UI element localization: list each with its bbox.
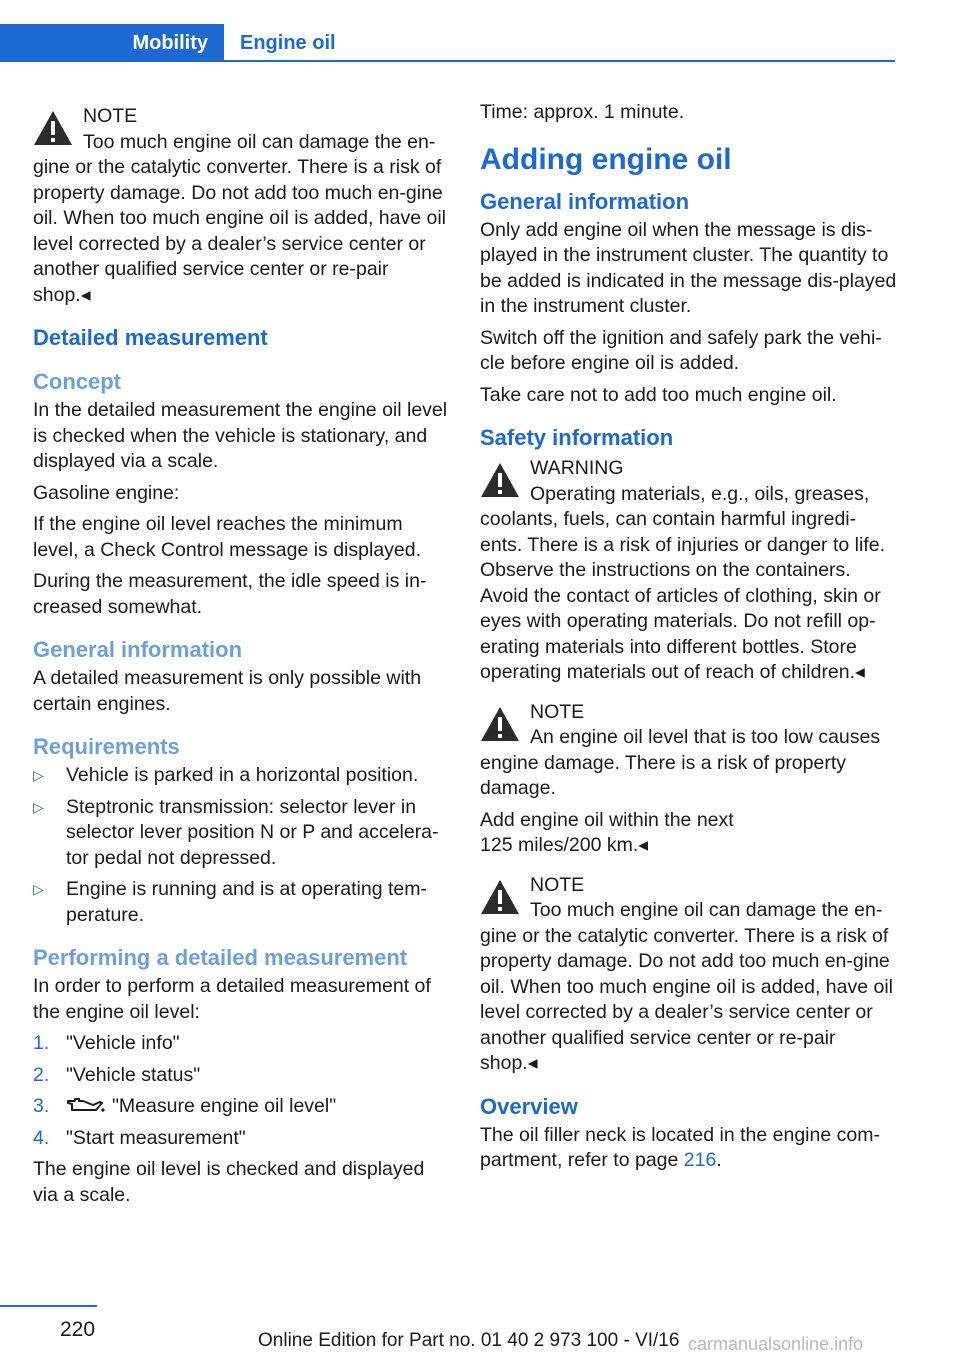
add-within-paragraph: Add engine oil within the next 125 miles/200 km.◂ <box>480 808 734 856</box>
message-paragraph: Only add engine oil when the message is dis-played in the instrument cluster. The quantity to be added is indicated in the message dis-played in the instrument cluster. <box>480 218 897 317</box>
detailed-measurement-heading: Detailed measurement <box>33 325 268 350</box>
take-care-paragraph: Take care not to add too much engine oil. <box>480 383 837 406</box>
requirements-heading: Requirements <box>33 734 180 759</box>
bullet-triangle-icon: ▷ <box>33 881 44 897</box>
warning-triangle-icon <box>480 879 520 915</box>
section-tab-engine-oil[interactable]: Engine oil <box>240 32 336 54</box>
bullet-triangle-icon: ▷ <box>33 767 44 783</box>
performing-measurement-heading: Performing a detailed measurement <box>33 945 408 970</box>
overview-paragraph: The oil filler neck is located in the engine com-partment, refer to page 216. <box>480 1123 880 1171</box>
footer-divider <box>0 1305 97 1307</box>
page-reference-link[interactable]: 216 <box>683 1149 717 1171</box>
list-item: ▷ Vehicle is parked in a horizontal position. <box>33 764 419 786</box>
scale-paragraph: The engine oil level is checked and displayed via a scale. <box>33 1158 425 1206</box>
note-text: gine or the catalytic converter. There is a risk of property damage. Do not add too much en-gine oil. When too much engine oil is added, have oil level corrected by a dealer’s service center or another qualified service center or re-pair shop.◂ <box>33 156 447 306</box>
list-item: 1. "Vehicle info" <box>33 1032 180 1054</box>
note-text-line1: An engine oil level that is too low causes <box>530 726 881 748</box>
warning-triangle-icon <box>33 110 73 146</box>
list-item: ▷ Steptronic transmission: selector lever in selector lever position N or P and accelera-tor pedal not depressed. <box>33 795 439 869</box>
safety-information-heading: Safety information <box>480 425 674 450</box>
note-label: NOTE <box>530 873 585 896</box>
note-text: gine or the catalytic converter. There is a risk of property damage. Do not add too much en-gine oil. When too much engine oil is added, have oil level corrected by a dealer’s service center or another qualified service center or re-pair shop.◂ <box>480 924 894 1074</box>
list-item: 3. "Measure engine oil level" <box>33 1095 337 1117</box>
note-text-line1: Too much engine oil can damage the en- <box>83 130 436 153</box>
idle-speed-paragraph: During the measurement, the idle speed is in-creased somewhat. <box>33 570 427 618</box>
right-column <box>480 100 898 1180</box>
page-number: 220 <box>60 1318 96 1341</box>
concept-heading: Concept <box>33 369 121 394</box>
check-control-paragraph: If the engine oil level reaches the minimum level, a Check Control message is displayed. <box>33 513 422 561</box>
general-information-heading: General information <box>33 637 243 662</box>
requirements-list <box>33 763 449 928</box>
note-text: engine damage. There is a risk of property damage. <box>480 751 847 799</box>
warning-box <box>480 456 898 686</box>
note-box <box>480 873 898 1077</box>
warning-triangle-icon <box>480 706 520 742</box>
left-column <box>33 100 449 1214</box>
general-information-paragraph: A detailed measurement is only possible with certain engines. <box>33 667 422 715</box>
overview-heading: Overview <box>480 1093 578 1119</box>
warning-triangle-icon <box>480 462 520 498</box>
measurement-steps-list <box>33 1031 449 1151</box>
warning-text: coolants, fuels, can contain harmful ingredi-ents. There is a risk of injuries or danger to life. Observe the instructions on the containers. Avoid the contact of articles of clothing, skin or eyes with operating materials. Do not refill op-erating materials into different bottles. Store operating materials out of reach of children.◂ <box>480 508 885 683</box>
ignition-paragraph: Switch off the ignition and safely park the vehi-cle before engine oil is added. <box>480 326 882 374</box>
list-item: 2. "Vehicle status" <box>33 1063 201 1086</box>
note-label: NOTE <box>83 105 138 127</box>
performing-intro-paragraph: In order to perform a detailed measurement of the engine oil level: <box>33 975 431 1023</box>
warning-label: WARNING <box>530 457 624 479</box>
note-label: NOTE <box>530 700 585 723</box>
warning-text-line1: Operating materials, e.g., oils, greases, <box>530 482 870 505</box>
oil-can-icon <box>66 1095 106 1115</box>
list-item: ▷ Engine is running and is at operating tem-perature. <box>33 878 427 926</box>
section-tab-mobility[interactable]: Mobility <box>0 24 224 62</box>
note-box <box>480 700 898 802</box>
note-box <box>33 104 449 308</box>
watermark: carmanualsonline.info <box>688 1334 864 1354</box>
note-text-line1: Too much engine oil can damage the en- <box>530 899 883 921</box>
bullet-triangle-icon: ▷ <box>33 798 44 815</box>
page-header <box>0 24 895 62</box>
general-information-heading: General information <box>480 188 690 214</box>
list-item: 4. "Start measurement" <box>33 1126 246 1149</box>
time-paragraph: Time: approx. 1 minute. <box>480 101 685 123</box>
edition-text: Online Edition for Part no. 01 40 2 973 100 - VI/16 <box>258 1330 680 1351</box>
concept-paragraph: In the detailed measurement the engine oil level is checked when the vehicle is stationary, and displayed via a scale. <box>33 399 448 472</box>
adding-engine-oil-heading: Adding engine oil <box>480 142 732 176</box>
gasoline-label: Gasoline engine: <box>33 481 180 504</box>
